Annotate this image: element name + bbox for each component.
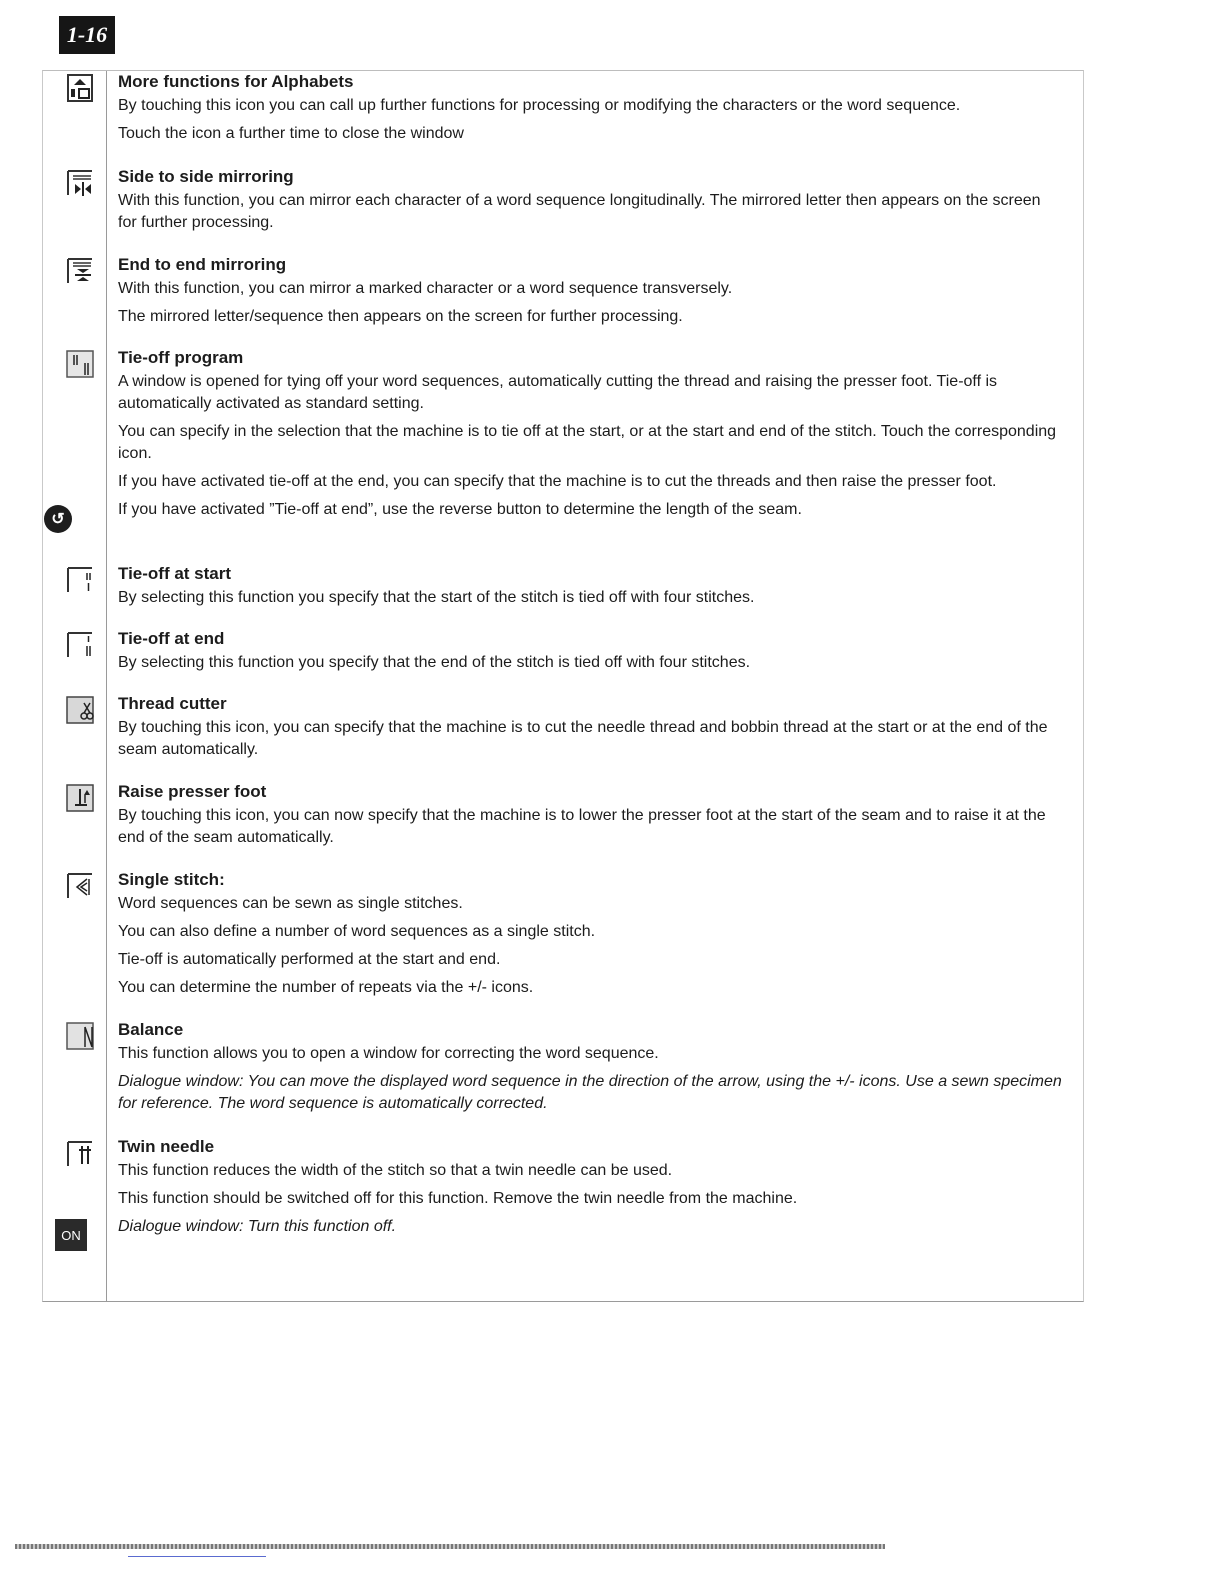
section-paragraph: With this function, you can mirror a marked character or a word sequence transversely. bbox=[118, 280, 733, 297]
section-paragraph: You can specify in the selection that the machine is to tie off at the start, or at the start and end of the stitch. Touch the corresponding icon. bbox=[118, 423, 1057, 462]
single-stitch-icon bbox=[65, 871, 95, 901]
tie-off-start-icon bbox=[65, 565, 95, 595]
section-paragraph: Word sequences can be sewn as single stitches. bbox=[118, 895, 463, 912]
footer-bar bbox=[15, 1544, 885, 1549]
tie-off-end-icon bbox=[65, 630, 95, 660]
page-number-badge: 1-16 bbox=[59, 16, 115, 54]
section-title: Twin needle bbox=[118, 1137, 215, 1156]
section-paragraph: If you have activated ”Tie-off at end”, use the reverse button to determine the length of the seam. bbox=[118, 501, 802, 518]
section-title: End to end mirroring bbox=[118, 255, 287, 274]
section-title: Balance bbox=[118, 1020, 184, 1039]
presser-foot-icon bbox=[65, 783, 95, 813]
section-title: Side to side mirroring bbox=[118, 167, 294, 186]
on-toggle-icon: ON bbox=[55, 1219, 87, 1251]
section-paragraph: Touch the icon a further time to close the window bbox=[118, 125, 464, 142]
alphabet-functions-icon bbox=[65, 73, 95, 103]
section-paragraph: With this function, you can mirror each character of a word sequence longitudinally. The mirrored letter then appears on the screen for further processing. bbox=[118, 192, 1041, 231]
section-paragraph: This function allows you to open a window for correcting the word sequence. bbox=[118, 1045, 659, 1062]
footer-link-line bbox=[128, 1556, 266, 1557]
section-title: More functions for Alphabets bbox=[118, 72, 354, 91]
section-dialogue-note: Dialogue window: Turn this function off. bbox=[118, 1218, 397, 1235]
section-paragraph: By selecting this function you specify that the end of the stitch is tied off with four stitches. bbox=[118, 654, 751, 671]
section-paragraph: You can also define a number of word sequences as a single stitch. bbox=[118, 923, 596, 940]
section-paragraph: By touching this icon, you can specify that the machine is to cut the needle thread and bobbin thread at the start or at the end of the seam automatically. bbox=[118, 719, 1048, 758]
section-paragraph: By touching this icon, you can now specify that the machine is to lower the presser foot at the start of the seam and to raise it at the end of the seam automatically. bbox=[118, 807, 1046, 846]
section-paragraph: The mirrored letter/sequence then appears on the screen for further processing. bbox=[118, 308, 683, 325]
section-paragraph: Tie-off is automatically performed at the start and end. bbox=[118, 951, 501, 968]
section-title: Single stitch: bbox=[118, 870, 225, 889]
column-divider bbox=[106, 71, 107, 1301]
section-title: Thread cutter bbox=[118, 694, 227, 713]
section-title: Raise presser foot bbox=[118, 782, 267, 801]
tie-off-program-icon bbox=[65, 349, 95, 379]
section-title: Tie-off at start bbox=[118, 564, 232, 583]
section-paragraph: This function reduces the width of the stitch so that a twin needle can be used. bbox=[118, 1162, 673, 1179]
section-paragraph: By selecting this function you specify that the start of the stitch is tied off with four stitches. bbox=[118, 589, 755, 606]
section-paragraph: You can determine the number of repeats via the +/- icons. bbox=[118, 979, 534, 996]
end-mirror-icon bbox=[65, 256, 95, 286]
thread-cutter-icon bbox=[65, 695, 95, 725]
section-paragraph: By touching this icon you can call up further functions for processing or modifying the characters or the word sequence. bbox=[118, 97, 961, 114]
section-paragraph: This function should be switched off for this function. Remove the twin needle from the machine. bbox=[118, 1190, 798, 1207]
section-paragraph: If you have activated tie-off at the end, you can specify that the machine is to cut the threads and then raise the presser foot. bbox=[118, 473, 997, 490]
content-frame bbox=[42, 70, 1084, 1302]
section-dialogue-note: Dialogue window: You can move the displayed word sequence in the direction of the arrow, using the +/- icons. Use a sewn specimen for reference. The word sequence is automatically corrected. bbox=[118, 1073, 1062, 1112]
balance-icon bbox=[65, 1021, 95, 1051]
section-title: Tie-off program bbox=[118, 348, 244, 367]
side-mirror-icon bbox=[65, 168, 95, 198]
section-paragraph: A window is opened for tying off your word sequences, automatically cutting the thread and raising the presser foot. Tie-off is automatically activated as standard setting. bbox=[118, 373, 998, 412]
reverse-button-icon: ↺ bbox=[44, 505, 72, 533]
section-title: Tie-off at end bbox=[118, 629, 225, 648]
twin-needle-icon bbox=[65, 1138, 95, 1168]
